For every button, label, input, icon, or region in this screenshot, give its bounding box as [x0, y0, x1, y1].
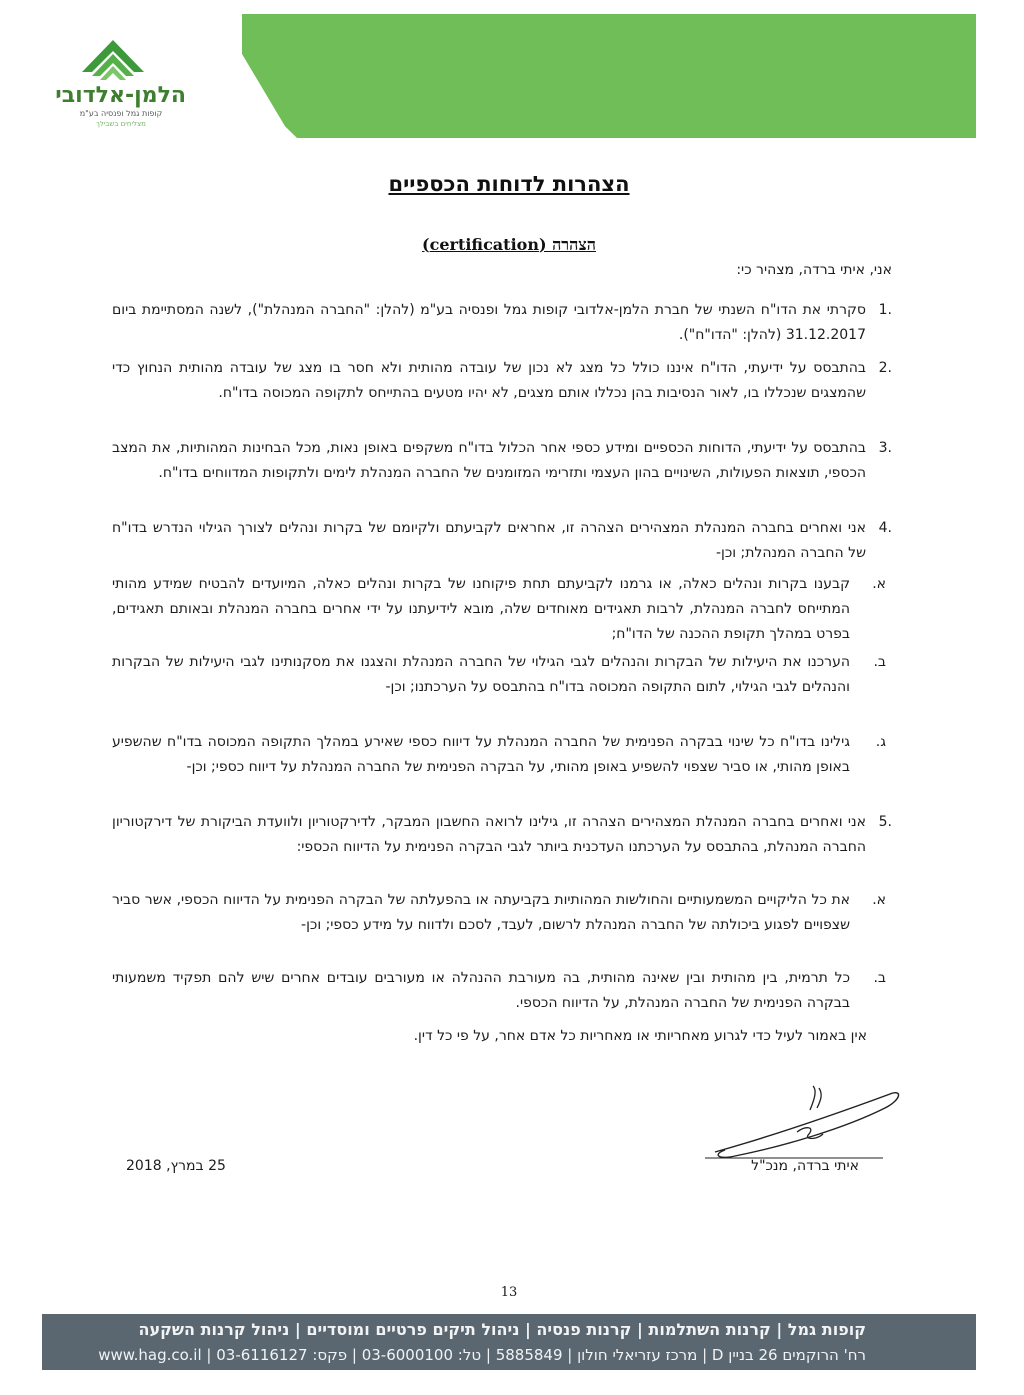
sub-item-text: גילינו בדו"ח כל שינוי בבקרה הפנימית של החברה המנהלת על דיווח כספי שאירע במהלך התקופה המכוסה בדו"ח שהשפיע באופן מהותי, או סביר שצפוי להשפיע באופן מהותי, על הבקרה הפנימית של החברה המנהלת על דיווח כספי; וכן- [112, 734, 850, 775]
sub-item-letter: א. [872, 576, 886, 592]
sub-list-item [112, 572, 892, 647]
item-text: בהתבסס על ידיעתי, הדוחות הכספיים ומידע כספי אחר הכלול בדו"ח משקפים באופן נאות, מכל הבחינות המהותיות, את המצב הכספי, תוצאות הפעולות, השינויים בהון העצמי ותזרימי המזומנים של החברה המנהלת לימים ולתקופות המדווחים בדו"ח. [112, 440, 866, 481]
footer-contact: רח' הרוקמים 26 בניין D | מרכז עזריאלי חולון | 5885849 | טל: 03-6000100 | פקס: 03-6116127 | www.hag.co.il [98, 1346, 866, 1364]
sub-item-text: קבענו בקרות ונהלים כאלה, או גרמנו לקביעתם תחת פיקוחנו של בקרות ונהלים כאלה, המיועדים להבטיח שמידע מהותי המתייחס לחברה המנהלת, לרבות תאגידים מאוחדים שלה, מובא לידיעתנו על ידי אחרים בחברה המנהלת ובאותם תאגידים, בפרט במהלך תקופת ההכנה של הדו"ח; [112, 576, 850, 642]
document-subtitle: הצהרה (certification) [422, 235, 596, 254]
footer-services: קופות גמל | קרנות השתלמות | קרנות פנסיה | ניהול תיקים פרטיים ומוסדיים | ניהול קרנות השקעה [138, 1320, 866, 1339]
item-text: בהתבסס על ידיעתי, הדו"ח איננו כולל כל מצג לא נכון של עובדה מהותית ולא חסר בו מצג של עובדה מהותית הנחוץ כדי שהמצגים שנכללו בו, לאור הנסיבות בהן נכללו אותם מצגים, לא יהיו מטעים בהתייחס לתקופה המכוסה בדו"ח. [112, 360, 866, 401]
item-number: .1 [878, 302, 892, 318]
sub-item-letter: ב. [873, 654, 886, 670]
item-text: אני ואחרים בחברה המנהלת המצהירים הצהרה זו, גילינו לרואה החשבון המבקר, לדירקטוריון ולוועדת הביקורת של דירקטוריון החברה המנהלת, בהתבסס על הערכתנו העדכנית ביותר לגבי הבקרה הפנימית על הדיווח הכספי: [112, 814, 866, 855]
footer-bar [42, 1314, 976, 1370]
signing-date: 25 במרץ, 2018 [126, 1158, 226, 1174]
intro-line: אני, איתי ברדה, מצהיר כי: [736, 262, 892, 278]
list-item [112, 516, 892, 566]
sub-list-item [112, 888, 892, 938]
document-title: הצהרות לדוחות הכספיים [388, 172, 630, 196]
sub-item-letter: ב. [873, 970, 886, 986]
item-text: אני ואחרים בחברה המנהלת המצהירים הצהרה זו, אחראים לקביעתם ולקיומם של בקרות ונהלים לצורך הגילוי הנדרש בדו"ח של החברה המנהלת; וכן- [112, 520, 866, 561]
signature-icon [705, 1080, 905, 1162]
sub-item-letter: א. [872, 892, 886, 908]
sub-item-letter: ג. [875, 734, 886, 750]
item-number: .2 [878, 360, 892, 376]
sub-list-item [112, 966, 892, 1016]
logo-chevron-icon [82, 40, 144, 84]
page-number: 13 [500, 1285, 518, 1300]
list-item [112, 298, 892, 348]
signatory-name: איתי ברדה, מנכ"ל [751, 1158, 859, 1174]
sub-list-item [112, 650, 892, 700]
sub-item-text: הערכנו את היעילות של הבקרות והנהלים לגבי הגילוי של החברה המנהלת והצגנו את מסקנותינו לגבי היעילות של הבקרות והנהלים לגבי הגילוי, לתום התקופה המכוסה בדו"ח בהתבסס על הערכתנו; וכן- [112, 654, 850, 695]
item-number: .3 [878, 440, 892, 456]
logo-name: הלמן-אלדובי [55, 83, 186, 108]
sub-item-text: כל תרמית, בין מהותית ובין שאינה מהותית, בה מעורבת ההנהלה או מעורבים עובדים אחרים שיש להם תפקיד משמעותי בבקרה הפנימית של החברה המנהלת, על הדיווח הכספי. [112, 970, 850, 1011]
item-text: סקרתי את הדו"ח השנתי של חברת הלמן-אלדובי קופות גמל ופנסיה בע"מ (להלן: "החברה המנהלת"), לשנה המסתיימת ביום 31.12.2017 (להלן: "הדו"ח"). [112, 302, 866, 343]
item-number: .5 [878, 814, 892, 830]
list-item [112, 810, 892, 860]
item-number: .4 [878, 520, 892, 536]
logo-subtitle: קופות גמל ופנסיה בע"מ [79, 109, 163, 118]
sub-list-item [112, 730, 892, 780]
list-item [112, 356, 892, 406]
sub-item-text: את כל הליקויים המשמעותיים והחולשות המהותיות בקביעתה או בהפעלתה של הבקרה הפנימית על הדיווח הכספי, אשר סביר שצפויים לפגוע ביכולתה של החברה המנהלת לרשום, לעבד, לסכם ולדווח על מידע כספי; וכן- [112, 892, 850, 933]
closing-statement: אין באמור לעיל כדי לגרוע מאחריותי או מאחריות כל אדם אחר, על פי כל דין. [413, 1028, 867, 1044]
list-item [112, 436, 892, 486]
logo-tagline: מצליחים בשבילך [96, 120, 146, 128]
